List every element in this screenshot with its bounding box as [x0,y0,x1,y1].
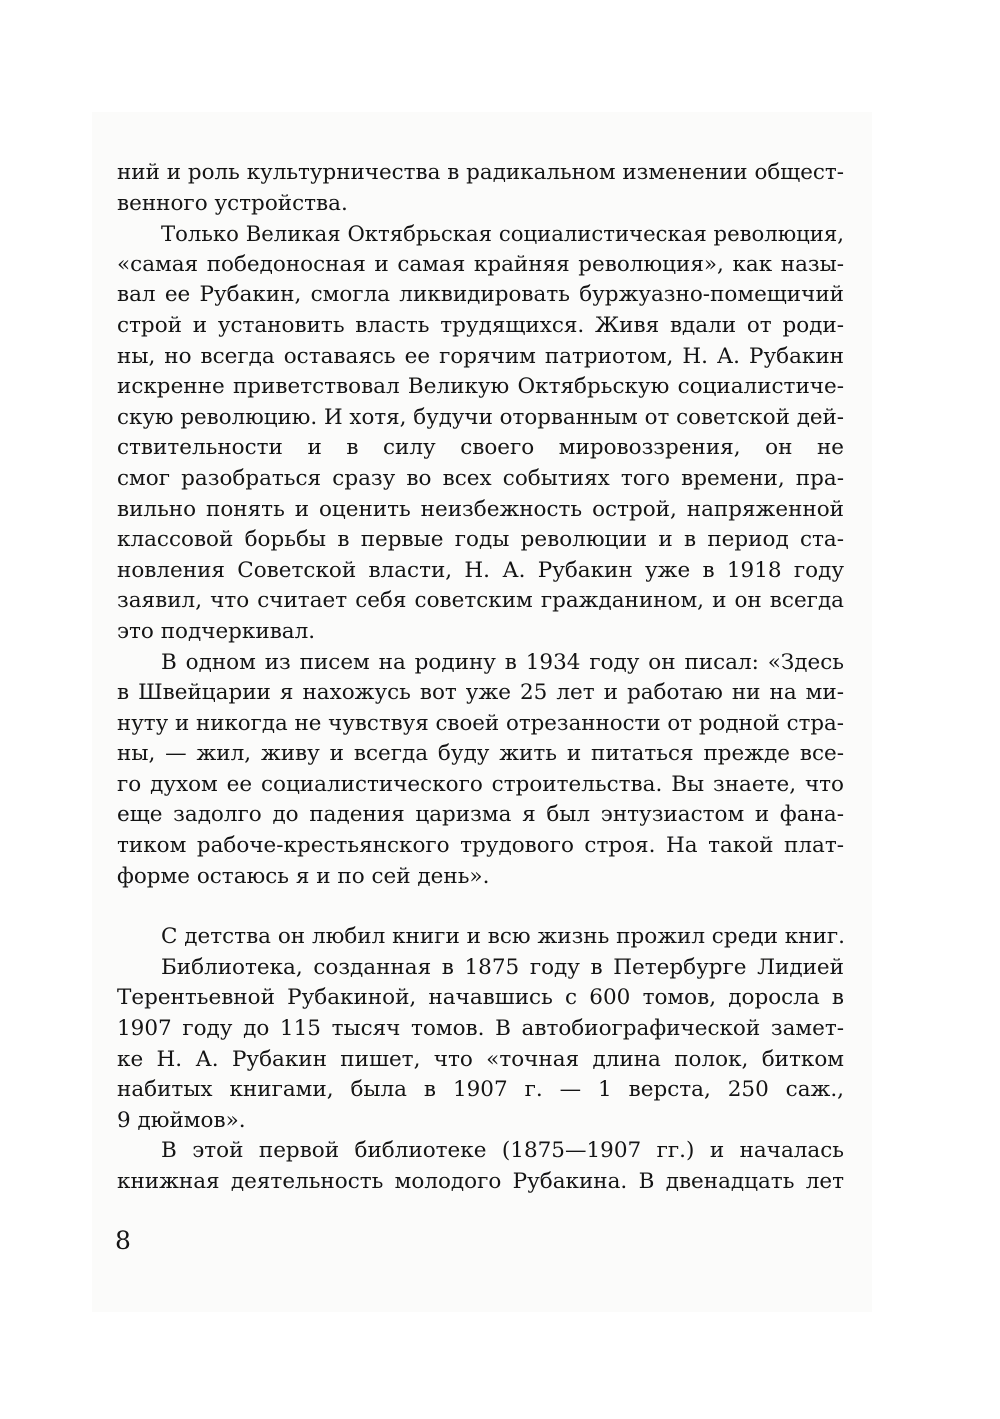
text-line: 1907 году до 115 тысяч томов. В автобиографической замет- [117,1016,844,1042]
text-line: В одном из писем на родину в 1934 году он писал: «Здесь [161,649,844,675]
text-line: В этой первой библиотеке (1875—1907 гг.) и началась [161,1138,844,1164]
text-line: еще задолго до падения царизма я был энтузиастом и фана- [117,802,844,828]
text-line: го духом ее социалистического строительства. Вы знаете, что [117,771,844,797]
page-number: 8 [115,1226,131,1255]
text-line: нуту и никогда не чувствуя своей отрезанности от родной стра- [117,710,844,736]
text-line: Только Великая Октябрьская социалистическая революция, [161,221,844,247]
text-line: ны, — жил, живу и всегда буду жить и питаться прежде все- [117,741,844,767]
text-line: скую революцию. И хотя, будучи оторванным от советской дей- [117,404,844,430]
text-line: искренне приветствовал Великую Октябрьскую социалистиче- [117,374,844,400]
text-line: Терентьевной Рубакиной, начавшись с 600 томов, доросла в [117,985,844,1011]
text-line: в Швейцарии я нахожусь вот уже 25 лет и работаю ни на ми- [117,680,844,706]
section-gap [117,892,844,922]
text-line: ствительности и в силу своего мировоззрения, он не [117,435,844,461]
text-line: вильно понять и оценить неизбежность острой, напряженной [117,496,844,522]
text-line: строй и установить власть трудящихся. Живя вдали от роди- [117,312,844,338]
text-line: венного устройства. [117,190,348,216]
text-line: 9 дюймов». [117,1107,246,1133]
text-line: тиком рабоче-крестьянского трудового строя. На такой плат- [117,833,844,859]
text-line: «самая победоносная и самая крайняя революция», как назы- [117,251,844,277]
text-line: ний и роль культурничества в радикальном изменении общест- [117,160,844,185]
text-line: набитых книгами, была в 1907 г. — 1 верста, 250 саж., [117,1077,844,1103]
text-line: новления Советской власти, Н. А. Рубакин уже в 1918 году [117,557,844,583]
text-line: это подчеркивал. [117,618,316,644]
text-line: С детства он любил книги и всю жизнь прожил среди книг. [161,924,845,950]
body-text [117,158,844,1198]
text-line: классовой борьбы в первые годы революции и в период ста- [117,527,844,553]
text-line: книжная деятельность молодого Рубакина. В двенадцать лет [117,1169,844,1194]
text-line: смог разобраться сразу во всех событиях того времени, пра- [117,465,844,491]
text-line: заявил, что считает себя советским гражданином, и он всегда [117,588,844,614]
text-line: Библиотека, созданная в 1875 году в Петербурге Лидией [161,954,844,980]
text-line: форме остаюсь я и по сей день». [117,863,490,889]
text-line: вал ее Рубакин, смогла ликвидировать буржуазно-помещичий [117,282,844,308]
text-line: ке Н. А. Рубакин пишет, что «точная длина полок, битком [117,1046,844,1072]
text-line: ны, но всегда оставаясь ее горячим патриотом, Н. А. Рубакин [117,343,844,369]
